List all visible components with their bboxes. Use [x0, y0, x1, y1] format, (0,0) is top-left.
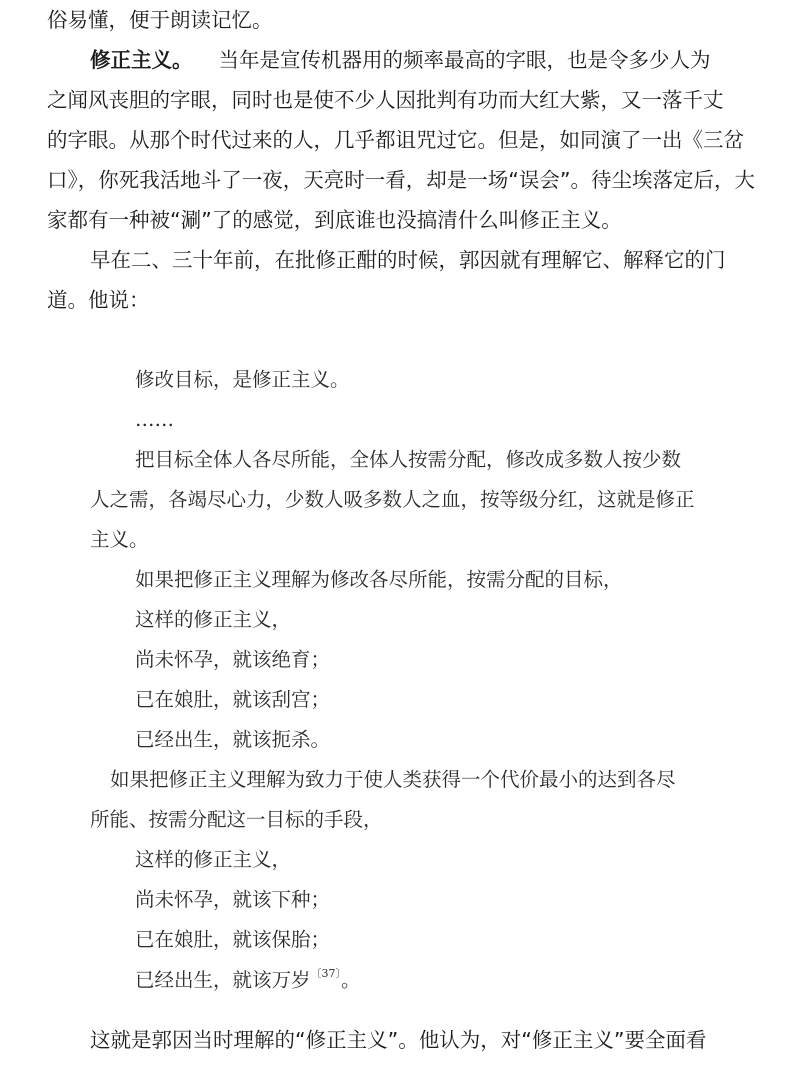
text-span: 已经出生，就该万岁: [135, 968, 311, 992]
quote-line: [135, 967, 361, 992]
quote-line: 修改目标，是修正主义。: [135, 368, 350, 391]
text-span: 。: [341, 968, 361, 992]
text-line: 俗易懂，便于朗读记忆。: [47, 8, 273, 32]
text-span: 当年是宣传机器用的频率最高的字眼，也是令多少人为: [218, 48, 711, 72]
quote-line: 所能、按需分配这一目标的手段，: [90, 808, 383, 831]
quote-line: ……: [135, 408, 174, 431]
quote-line: 尚未怀孕，就该绝育；: [135, 648, 331, 671]
quote-line: 已在娘肚，就该刮宫；: [135, 688, 331, 711]
text-line: 家都有一种被“涮”了的感觉，到底谁也没搞清什么叫修正主义。: [47, 208, 622, 232]
quote-line: 把目标全体人各尽所能，全体人按需分配，修改成多数人按少数: [135, 448, 682, 471]
quote-line: 主义。: [90, 528, 149, 551]
text-line: 道。他说：: [47, 288, 150, 312]
quote-line: 如果把修正主义理解为修改各尽所能，按需分配的目标，: [135, 568, 623, 591]
quote-line: 已在娘肚，就该保胎；: [135, 928, 331, 951]
quote-line: 尚未怀孕，就该下种；: [135, 888, 331, 911]
quote-line: 如果把修正主义理解为致力于使人类获得一个代价最小的达到各尽: [110, 768, 676, 791]
quote-line: 已经出生，就该扼杀。: [135, 728, 331, 751]
footnote-marker: 〔37〕: [310, 967, 342, 980]
text-line: 之闻风丧胆的字眼，同时也是使不少人因批判有功而大红大紫，又一落千丈: [47, 88, 724, 112]
text-line: 这就是郭因当时理解的“修正主义”。他认为，对“修正主义”要全面看: [90, 1028, 707, 1052]
text-line: [90, 50, 711, 71]
quote-line: 这样的修正主义，: [135, 608, 292, 631]
quote-line: 这样的修正主义，: [135, 848, 292, 871]
text-line: 的字眼。从那个时代过来的人，几乎都诅咒过它。但是，如同演了一出《三岔: [47, 128, 744, 152]
quote-line: 人之需，各竭尽心力，少数人吸多数人之血，按等级分红，这就是修正: [90, 488, 695, 511]
term-heading: 修正主义。: [90, 48, 193, 72]
text-line: 口》，你死我活地斗了一夜，天亮时一看，却是一场“误会”。待尘埃落定后，大: [47, 168, 755, 192]
text-line: 早在二、三十年前，在批修正酣的时候，郭因就有理解它、解释它的门: [90, 248, 726, 272]
